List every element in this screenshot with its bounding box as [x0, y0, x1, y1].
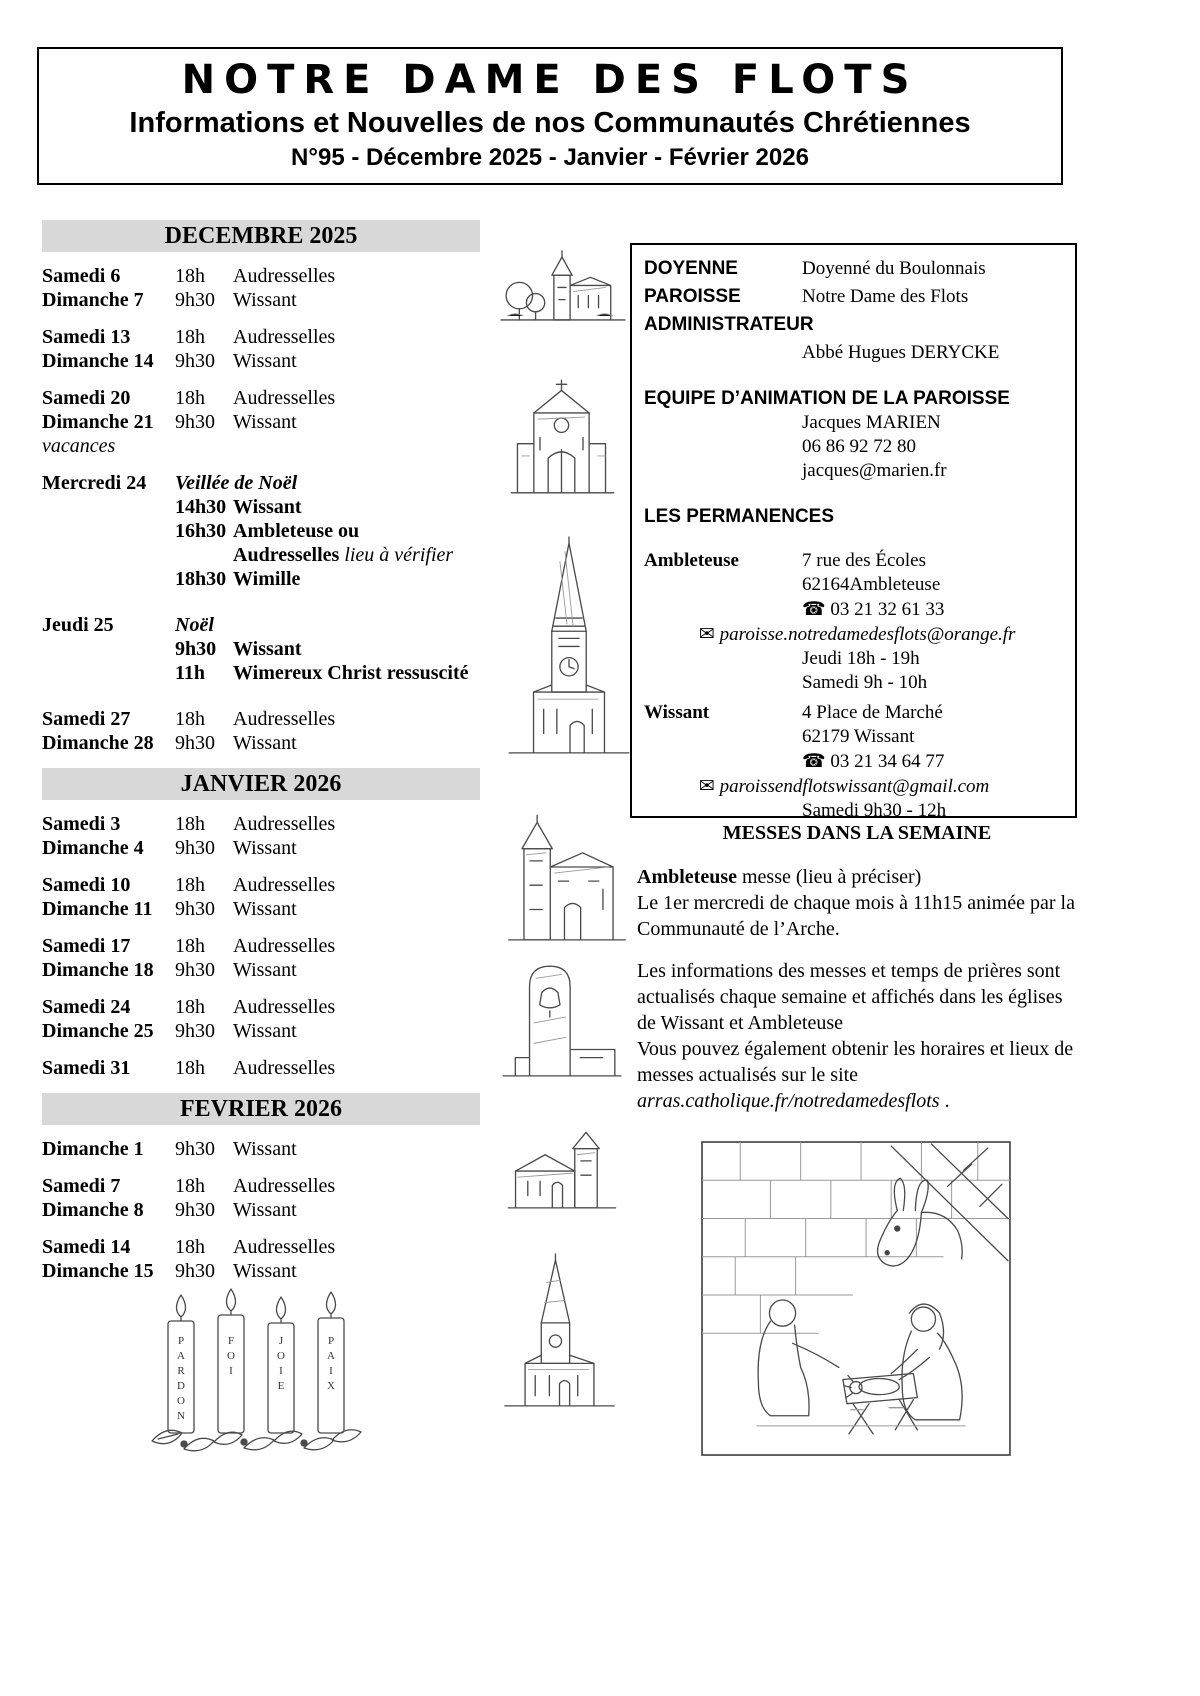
schedule-place: Audresselles	[233, 813, 336, 835]
parish-info-box	[630, 243, 1077, 821]
mass-schedule	[42, 220, 480, 1296]
schedule-time: 18h	[175, 326, 205, 348]
schedule-time: 9h30	[175, 1138, 215, 1160]
header	[37, 47, 1063, 185]
schedule-row	[42, 637, 480, 661]
schedule-row	[42, 1137, 480, 1161]
schedule-day: Dimanche 11	[42, 898, 153, 920]
schedule-time	[175, 543, 233, 567]
schedule-row	[42, 1056, 480, 1080]
schedule-day: Dimanche 8	[42, 1199, 144, 1221]
schedule-place: Audresselles	[233, 996, 336, 1018]
schedule-group	[42, 471, 480, 591]
candle-label-paix: PAIX	[325, 1335, 337, 1395]
schedule-row	[42, 661, 480, 685]
schedule-time: 18h	[175, 1175, 205, 1197]
schedule-day: Dimanche 14	[42, 350, 154, 372]
schedule-row	[42, 288, 480, 312]
schedule-place-note: lieu à vérifier	[339, 544, 454, 566]
ambleteuse-hours-2: Samedi 9h - 10h	[802, 672, 928, 693]
equipe-contact-phone: 06 86 92 72 80	[802, 436, 916, 457]
schedule-place: Wissant	[233, 732, 297, 754]
church-sketch-3	[503, 535, 635, 763]
schedule-day-spacer	[42, 567, 175, 591]
schedule-row	[42, 410, 480, 434]
wissant-name: Wissant	[644, 702, 710, 723]
phone-icon: ☎	[802, 750, 826, 772]
schedule-time: 16h30	[175, 520, 227, 542]
schedule-time: 9h30	[175, 732, 215, 754]
steeple-church-icon	[503, 535, 635, 763]
schedule-row	[42, 1174, 480, 1198]
schedule-day-spacer	[42, 543, 175, 567]
schedule-row	[42, 519, 480, 543]
schedule-time: 9h30	[175, 289, 215, 311]
schedule-time: 9h30	[175, 638, 217, 660]
schedule-day: Samedi 17	[42, 935, 131, 957]
schedule-place: Wissant	[233, 959, 297, 981]
schedule-day-spacer	[42, 519, 175, 543]
feast-name: Veillée de Noël	[175, 472, 298, 494]
schedule-group	[42, 1235, 480, 1283]
doyenne-label: DOYENNE	[644, 258, 738, 279]
schedule-time: 18h	[175, 265, 205, 287]
schedule-place: Audresselles	[233, 387, 336, 409]
schedule-row	[42, 613, 480, 637]
church-facade-icon	[503, 372, 621, 500]
feast-name: Noël	[175, 614, 214, 636]
equipe-contact-email: jacques@marien.fr	[802, 460, 947, 481]
schedule-time: 18h	[175, 996, 205, 1018]
schedule-time: 18h	[175, 387, 205, 409]
schedule-time: 9h30	[175, 959, 215, 981]
ambleteuse-email-line	[699, 622, 1065, 647]
schedule-group	[42, 995, 480, 1043]
schedule-place: Wimille	[233, 568, 301, 590]
weekday-p1-line2: Le 1er mercredi de chaque mois à 11h15 animée par la Communauté de l’Arche.	[637, 892, 1075, 940]
ambleteuse-phone-line	[802, 597, 944, 622]
church-sketch-7	[500, 1252, 618, 1414]
church-sketch-6	[503, 1118, 621, 1215]
modern-bell-tower-icon	[495, 952, 627, 1084]
schedule-time: 9h30	[175, 1260, 215, 1282]
permanences-heading: LES PERMANENCES	[644, 506, 835, 527]
church-sketch-5	[495, 952, 627, 1084]
schedule-row	[42, 386, 480, 410]
schedule-row	[42, 812, 480, 836]
month-banner: FEVRIER 2026	[42, 1093, 480, 1125]
schedule-place: Ambleteuse ou	[233, 520, 360, 542]
schedule-day: Samedi 24	[42, 996, 131, 1018]
schedule-day: Samedi 20	[42, 387, 131, 409]
newsletter-issue: N°95 - Décembre 2025 - Janvier - Février 2026	[291, 144, 809, 171]
paroisse-row	[644, 285, 1065, 309]
schedule-day: Dimanche 1	[42, 1138, 144, 1160]
schedule-place: Wissant	[233, 350, 297, 372]
wissant-phone-line	[802, 749, 944, 774]
schedule-place: Audresselles	[233, 874, 336, 896]
schedule-place: Audresselles	[233, 708, 336, 730]
schedule-place: Wissant	[233, 1020, 297, 1042]
porch-church-icon	[503, 788, 631, 950]
ambleteuse-permanence	[644, 549, 1065, 622]
schedule-group	[42, 707, 480, 755]
schedule-day-spacer	[42, 495, 175, 519]
candle-label-pardon: PARDON	[175, 1335, 187, 1425]
newsletter-title: NOTRE DAME DES FLOTS	[181, 57, 919, 103]
schedule-day: Samedi 3	[42, 813, 121, 835]
ambleteuse-email: paroisse.notredamedesflots@orange.fr	[719, 624, 1016, 645]
weekday-p1-rest: messe (lieu à préciser)	[736, 866, 922, 888]
schedule-place: Wissant	[233, 1260, 297, 1282]
ambleteuse-address	[802, 549, 944, 622]
doyenne-value: Doyenné du Boulonnais	[802, 258, 986, 279]
candle-label-joie: JOIE	[275, 1335, 287, 1395]
schedule-place: Audresselles lieu à vérifier	[233, 544, 454, 566]
schedule-group	[42, 812, 480, 860]
schedule-day: Dimanche 18	[42, 959, 154, 981]
schedule-day: Mercredi 24	[42, 472, 147, 494]
romanesque-church-icon	[503, 1118, 621, 1215]
wissant-email: paroissendflotswissant@gmail.com	[719, 776, 990, 797]
schedule-row	[42, 707, 480, 731]
schedule-group	[42, 873, 480, 921]
schedule-day: Samedi 10	[42, 874, 131, 896]
schedule-day: Dimanche 7	[42, 289, 144, 311]
schedule-row	[42, 567, 480, 591]
church-sketch-2	[503, 372, 621, 500]
schedule-row	[42, 471, 480, 495]
schedule-place: Audresselles	[233, 1175, 336, 1197]
schedule-row	[42, 934, 480, 958]
weekday-p2-end: .	[939, 1090, 950, 1112]
administrateur-value: Abbé Hugues DERYCKE	[802, 342, 1000, 363]
doyenne-row	[644, 257, 1065, 281]
month-section	[42, 768, 480, 1080]
schedule-day: Samedi 6	[42, 265, 121, 287]
wissant-email-line	[699, 774, 1065, 799]
schedule-time: 18h	[175, 708, 205, 730]
ambleteuse-name: Ambleteuse	[644, 550, 739, 571]
schedule-group	[42, 1174, 480, 1222]
email-icon: ✉	[699, 623, 715, 645]
schedule-row	[42, 325, 480, 349]
schedule-place: Audresselles	[233, 326, 336, 348]
wissant-address-line2: 62179 Wissant	[802, 726, 915, 747]
schedule-time: 9h30	[175, 1199, 215, 1221]
schedule-time: 9h30	[175, 350, 215, 372]
phone-icon: ☎	[802, 598, 826, 620]
schedule-place: Wissant	[233, 411, 297, 433]
administrateur-label: ADMINISTRATEUR	[644, 314, 814, 335]
spire-church-icon	[500, 1252, 618, 1414]
schedule-group	[42, 934, 480, 982]
schedule-day: Jeudi 25	[42, 614, 114, 636]
paroisse-value: Notre Dame des Flots	[802, 286, 969, 307]
schedule-time: 9h30	[175, 898, 215, 920]
schedule-time: 11h	[175, 662, 206, 684]
nativity-scene-icon	[700, 1140, 1012, 1457]
wissant-hours-1: Samedi 9h30 - 12h	[802, 800, 947, 821]
schedule-day: Dimanche 28	[42, 732, 154, 754]
month-banner: DECEMBRE 2025	[42, 220, 480, 252]
schedule-place: Wimereux Christ ressuscité	[233, 662, 469, 684]
ambleteuse-address-line2: 62164Ambleteuse	[802, 574, 941, 595]
wissant-address-line1: 4 Place de Marché	[802, 702, 943, 723]
schedule-day: Dimanche 4	[42, 837, 144, 859]
schedule-row	[42, 731, 480, 755]
equipe-contact-name: Jacques MARIEN	[802, 412, 941, 433]
schedule-group	[42, 325, 480, 373]
newsletter-subtitle: Informations et Nouvelles de nos Communautés Chrétiennes	[129, 107, 971, 139]
schedule-place: Audresselles	[233, 1236, 336, 1258]
nativity-drawing	[700, 1140, 1012, 1457]
schedule-group	[42, 1056, 480, 1080]
schedule-row	[42, 1019, 480, 1043]
schedule-row	[42, 897, 480, 921]
wissant-permanence	[644, 701, 1065, 774]
schedule-day: Dimanche 21	[42, 411, 154, 433]
schedule-row	[42, 349, 480, 373]
schedule-time: 18h	[175, 1057, 205, 1079]
ambleteuse-phone: 03 21 32 61 33	[830, 599, 945, 620]
paroisse-label: PAROISSE	[644, 286, 741, 307]
weekday-p1-town: Ambleteuse	[637, 866, 737, 888]
schedule-place: Wissant	[233, 898, 297, 920]
schedule-day: Samedi 27	[42, 708, 131, 730]
schedule-time: 18h	[175, 813, 205, 835]
schedule-day: Samedi 14	[42, 1236, 131, 1258]
schedule-day: Dimanche 25	[42, 1020, 154, 1042]
schedule-place: Audresselles	[233, 1057, 336, 1079]
candle-label-foi: FOI	[225, 1335, 237, 1380]
schedule-time: 18h30	[175, 568, 227, 590]
administrateur-row	[644, 313, 1065, 337]
wissant-phone: 03 21 34 64 77	[830, 751, 945, 772]
month-section	[42, 1093, 480, 1283]
schedule-place: Audresselles	[233, 265, 336, 287]
schedule-day: Samedi 7	[42, 1175, 121, 1197]
ambleteuse-address-line1: 7 rue des Écoles	[802, 550, 926, 571]
schedule-row	[42, 958, 480, 982]
schedule-place: Wissant	[233, 289, 297, 311]
schedule-group	[42, 386, 480, 458]
weekday-paragraph-1	[637, 864, 1077, 942]
church-sketch-4	[503, 788, 631, 950]
schedule-time: 18h	[175, 935, 205, 957]
schedule-time: 18h	[175, 874, 205, 896]
schedule-row	[42, 543, 480, 567]
weekday-p2-line2: Vous pouvez également obtenir les horaires et lieux de messes actualisés sur le site	[637, 1038, 1074, 1086]
schedule-time: 18h	[175, 1236, 205, 1258]
schedule-group	[42, 613, 480, 685]
schedule-day-spacer	[42, 637, 175, 661]
schedule-place: Wissant	[233, 638, 302, 660]
schedule-row	[42, 1198, 480, 1222]
schedule-row	[42, 264, 480, 288]
schedule-place: Wissant	[233, 1199, 297, 1221]
ambleteuse-hours-1: Jeudi 18h - 19h	[802, 648, 920, 669]
village-church-icon	[497, 246, 629, 334]
schedule-row	[42, 495, 480, 519]
equipe-heading: EQUIPE D’ANIMATION DE LA PAROISSE	[644, 388, 1010, 409]
schedule-day: Samedi 31	[42, 1057, 131, 1079]
parish-website: arras.catholique.fr/notredamedesflots	[637, 1090, 940, 1112]
schedule-row	[42, 1259, 480, 1283]
schedule-day: Samedi 13	[42, 326, 131, 348]
schedule-place: Audresselles	[233, 935, 336, 957]
weekday-paragraph-2	[637, 958, 1077, 1114]
vacation-note: vacances	[42, 435, 116, 457]
schedule-time: 14h30	[175, 496, 227, 518]
schedule-row	[42, 995, 480, 1019]
schedule-time: 9h30	[175, 411, 215, 433]
church-sketch-1	[497, 246, 629, 334]
schedule-place: Wissant	[233, 496, 302, 518]
schedule-time: 9h30	[175, 1020, 215, 1042]
schedule-place: Wissant	[233, 1138, 297, 1160]
month-section	[42, 220, 480, 755]
schedule-row	[42, 1235, 480, 1259]
month-banner: JANVIER 2026	[42, 768, 480, 800]
schedule-place: Wissant	[233, 837, 297, 859]
schedule-day: Dimanche 15	[42, 1260, 154, 1282]
email-icon: ✉	[699, 775, 715, 797]
schedule-day-spacer	[42, 661, 175, 685]
schedule-row	[42, 836, 480, 860]
weekday-masses-section	[637, 820, 1077, 1130]
schedule-row	[42, 873, 480, 897]
schedule-time: 9h30	[175, 837, 215, 859]
weekday-p2-line1: Les informations des messes et temps de prières sont actualisés chaque semaine et affichés dans les églises de Wissant et Ambleteuse	[637, 960, 1063, 1034]
wissant-address	[802, 701, 944, 774]
weekday-masses-title: MESSES DANS LA SEMAINE	[722, 822, 992, 844]
schedule-group	[42, 264, 480, 312]
schedule-group	[42, 1137, 480, 1161]
advent-wreath-drawing	[140, 1283, 370, 1468]
